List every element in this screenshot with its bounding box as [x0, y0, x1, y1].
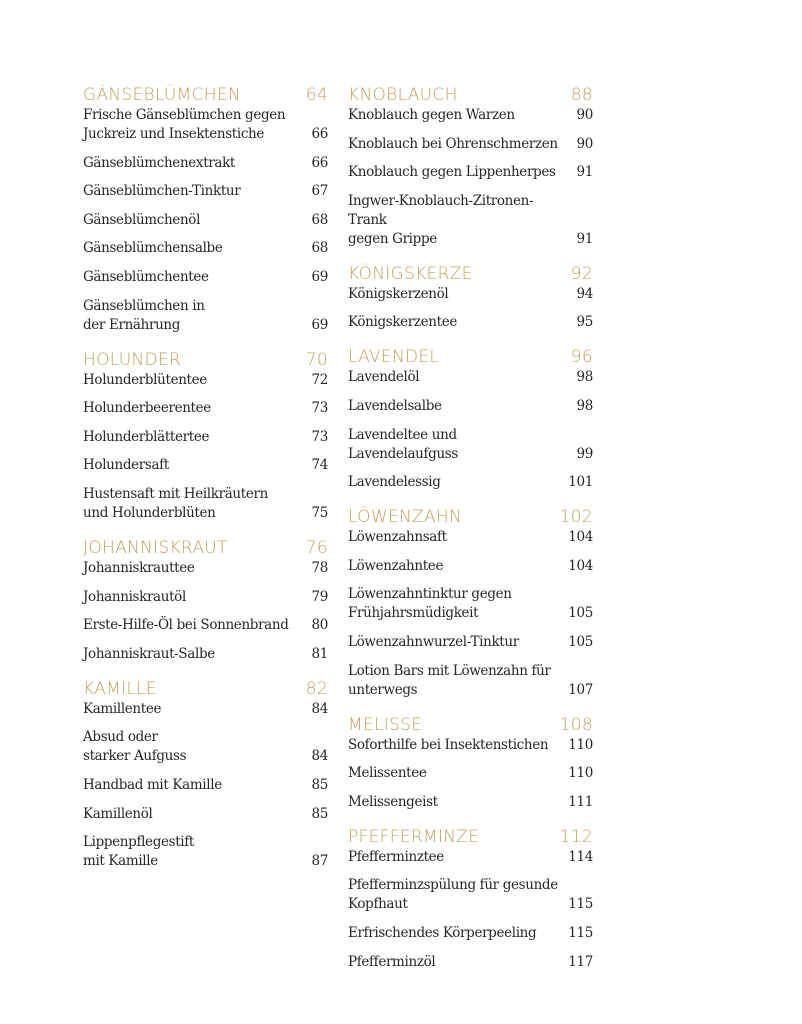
entry-title: Gänseblümchen in der Ernährung [83, 297, 205, 333]
entry-title: Lavendelöl [348, 369, 420, 386]
section-heading-title: LAVENDEL [348, 347, 440, 368]
section-heading-page: 70 [305, 349, 328, 370]
entry-title: Hustensaft mit Heilkräutern und Holunderblüten [83, 485, 268, 521]
section-heading-title: HOLUNDER [83, 349, 181, 370]
toc-section-kamille [83, 678, 328, 871]
entry-page-number: 101 [568, 474, 593, 491]
section-heading-page: 64 [305, 85, 328, 105]
entry-title: Kamillentee [83, 700, 162, 717]
entry-page-number: 69 [311, 316, 328, 333]
entry-title: Löwenzahntee [348, 557, 444, 574]
toc-column-left [83, 84, 328, 885]
toc-entry[interactable] [348, 736, 593, 755]
entry-page-number: 110 [568, 736, 593, 753]
toc-entry[interactable] [83, 182, 328, 201]
entry-title: Knoblauch gegen Warzen [348, 107, 515, 123]
entry-page-number: 85 [311, 776, 328, 793]
toc-entry[interactable] [348, 285, 593, 304]
toc-entry[interactable] [348, 633, 593, 652]
entry-page-number: 94 [576, 285, 593, 302]
section-heading-title: GÄNSEBLÜMCHEN [83, 85, 241, 105]
toc-entry[interactable] [83, 700, 328, 719]
entry-title: Lavendelsalbe [348, 397, 442, 414]
entry-title: Johanniskraut-Salbe [83, 645, 215, 662]
toc-entry[interactable] [83, 559, 328, 578]
toc-entry[interactable] [83, 268, 328, 287]
entry-title: Kamillenöl [83, 805, 153, 822]
toc-section-melisse [348, 714, 593, 812]
section-heading[interactable] [83, 84, 328, 106]
entry-page-number: 105 [568, 633, 593, 650]
section-heading[interactable] [83, 349, 328, 371]
entry-title: Holunderblütentee [83, 371, 207, 388]
entry-page-number: 66 [311, 126, 328, 142]
toc-entry[interactable] [348, 368, 593, 387]
entry-title: Löwenzahnsaft [348, 529, 447, 546]
entry-page-number: 104 [568, 557, 593, 574]
section-heading-page: 82 [305, 678, 328, 699]
entry-title: Lotion Bars mit Löwenzahn für unterwegs [348, 662, 551, 698]
entry-title: Gänseblümchensalbe [83, 240, 223, 257]
entry-title: Erste-Hilfe-Öl bei Sonnenbrand [83, 617, 289, 634]
toc-entry[interactable] [348, 313, 593, 332]
entry-page-number: 78 [311, 559, 328, 576]
entry-page-number: 85 [311, 805, 328, 822]
toc-entry[interactable] [348, 163, 593, 182]
toc-entry[interactable] [83, 297, 328, 335]
section-heading[interactable] [348, 506, 593, 528]
toc-entry[interactable] [83, 371, 328, 390]
toc-entry[interactable] [83, 833, 328, 871]
toc-section-loewenzahn [348, 506, 593, 699]
toc-section-johanniskraut [83, 537, 328, 664]
entry-page-number: 87 [311, 853, 328, 870]
entry-title: Johanniskrautöl [83, 588, 186, 605]
section-heading[interactable] [348, 826, 593, 848]
section-heading-title: MELISSE [348, 714, 423, 735]
entry-title: Knoblauch gegen Lippenherpes [348, 164, 556, 181]
entry-page-number: 104 [568, 529, 593, 546]
entry-page-number: 79 [311, 588, 328, 605]
entry-title: Gänseblümchenextrakt [83, 154, 235, 171]
section-heading[interactable] [83, 537, 328, 559]
entry-page-number: 95 [576, 314, 593, 331]
section-heading[interactable] [348, 346, 593, 368]
section-heading-page: 92 [570, 263, 593, 284]
section-heading[interactable] [348, 84, 593, 106]
entry-page-number: 69 [311, 268, 328, 285]
entry-title: Gänseblümchentee [83, 268, 209, 285]
toc-entry[interactable] [348, 662, 593, 700]
toc-entry[interactable] [83, 805, 328, 824]
entry-page-number: 66 [311, 154, 328, 171]
entry-page-number: 91 [576, 230, 593, 247]
entry-title: Gänseblümchenöl [83, 211, 201, 228]
section-heading-title: KAMILLE [83, 678, 157, 699]
toc-entry[interactable] [348, 848, 593, 867]
entry-title: Johanniskrauttee [83, 559, 195, 576]
entry-title: Holunderbeerentee [83, 400, 211, 417]
toc-entry[interactable] [348, 876, 593, 914]
toc-entry[interactable] [348, 585, 593, 623]
entry-title: Löwenzahntinktur gegen Frühjahrsmüdigkeit [348, 586, 512, 622]
toc-entry[interactable] [348, 192, 593, 249]
toc-entry[interactable] [83, 239, 328, 258]
entry-page-number: 98 [576, 369, 593, 386]
section-heading-page: 76 [305, 537, 328, 558]
entry-page-number: 73 [311, 400, 328, 417]
entry-title: Königskerzenöl [348, 285, 449, 302]
entry-page-number: 90 [576, 107, 593, 123]
section-heading-title: KÖNIGSKERZE [348, 263, 473, 284]
entry-page-number: 98 [576, 397, 593, 414]
toc-entry[interactable] [348, 426, 593, 464]
entry-title: Frische Gänseblümchen gegen Juckreiz und Insektenstiche [83, 107, 286, 142]
entry-title: Pfefferminzspülung für gesunde Kopfhaut [348, 877, 558, 913]
section-heading-title: PFEFFERMINZE [348, 826, 480, 847]
section-heading[interactable] [348, 263, 593, 285]
toc-entry[interactable] [83, 211, 328, 230]
section-heading-page: 102 [559, 507, 593, 528]
entry-page-number: 68 [311, 211, 328, 228]
entry-page-number: 80 [311, 617, 328, 634]
toc-entry[interactable] [348, 135, 593, 154]
entry-title: Königskerzentee [348, 314, 458, 331]
toc-entry[interactable] [83, 485, 328, 523]
entry-title: Lavendelessig [348, 474, 441, 491]
entry-title: Gänseblümchen-Tinktur [83, 183, 241, 200]
toc-entry[interactable] [348, 557, 593, 576]
entry-title: Erfrischendes Körperpeeling [348, 924, 537, 941]
entry-title: Löwenzahnwurzel-Tinktur [348, 633, 519, 650]
toc-section-gaensebluemchen [83, 84, 328, 335]
toc-entry[interactable] [348, 953, 593, 972]
entry-title: Ingwer-Knoblauch-Zitronen-Trank gegen Grippe [348, 192, 534, 247]
entry-page-number: 68 [311, 240, 328, 257]
entry-page-number: 105 [568, 605, 593, 622]
section-heading-page: 96 [570, 347, 593, 368]
entry-page-number: 84 [311, 700, 328, 717]
toc-entry[interactable] [83, 428, 328, 447]
entry-page-number: 74 [311, 457, 328, 474]
toc-entry[interactable] [348, 528, 593, 547]
entry-page-number: 99 [576, 445, 593, 462]
entry-page-number: 91 [576, 164, 593, 181]
entry-page-number: 81 [311, 645, 328, 662]
toc-entry[interactable] [348, 793, 593, 812]
entry-title: Melissengeist [348, 793, 438, 810]
entry-title: Lavendeltee und Lavendelaufguss [348, 426, 458, 462]
entry-title: Holunderblättertee [83, 428, 210, 445]
entry-page-number: 75 [311, 504, 328, 521]
section-heading[interactable] [348, 714, 593, 736]
entry-page-number: 110 [568, 765, 593, 782]
toc-entry[interactable] [348, 397, 593, 416]
entry-page-number: 114 [568, 848, 593, 865]
entry-page-number: 115 [568, 924, 593, 941]
entry-title: Lippenpflegestift mit Kamille [83, 834, 194, 870]
entry-page-number: 84 [311, 748, 328, 765]
toc-entry[interactable] [83, 616, 328, 635]
toc-entry[interactable] [83, 588, 328, 607]
toc-entry[interactable] [83, 728, 328, 766]
entry-page-number: 107 [568, 681, 593, 698]
entry-page-number: 72 [311, 371, 328, 388]
toc-entry[interactable] [83, 776, 328, 795]
toc-entry[interactable] [83, 456, 328, 475]
entry-title: Handbad mit Kamille [83, 776, 222, 793]
toc-entry[interactable] [83, 106, 328, 144]
toc-entry[interactable] [348, 764, 593, 783]
toc-section-lavendel [348, 346, 593, 492]
section-heading-title: LÖWENZAHN [348, 507, 462, 528]
section-heading[interactable] [83, 678, 328, 700]
section-heading-title: KNOBLAUCH [348, 85, 458, 105]
toc-section-pfefferminze [348, 826, 593, 972]
toc-section-koenigskerze [348, 263, 593, 333]
entry-title: Soforthilfe bei Insektenstichen [348, 736, 549, 753]
entry-title: Holundersaft [83, 457, 169, 474]
toc-entry[interactable] [348, 924, 593, 943]
section-heading-title: JOHANNISKRAUT [83, 537, 228, 558]
section-heading-page: 108 [559, 714, 593, 735]
entry-page-number: 117 [568, 953, 593, 970]
entry-title: Melissentee [348, 765, 427, 782]
toc-entry[interactable] [83, 645, 328, 664]
toc-section-holunder [83, 349, 328, 523]
toc-entry[interactable] [348, 473, 593, 492]
toc-entry[interactable] [83, 154, 328, 173]
toc-entry[interactable] [83, 399, 328, 418]
entry-title: Knoblauch bei Ohrenschmerzen [348, 135, 558, 152]
entry-page-number: 67 [311, 183, 328, 200]
section-heading-page: 88 [570, 85, 593, 105]
section-heading-page: 112 [559, 826, 593, 847]
toc-column-right [348, 84, 593, 986]
entry-page-number: 73 [311, 428, 328, 445]
entry-page-number: 115 [568, 896, 593, 913]
entry-page-number: 90 [576, 135, 593, 152]
toc-section-knoblauch [348, 84, 593, 249]
entry-title: Absud oder starker Aufguss [83, 729, 187, 765]
entry-title: Pfefferminzöl [348, 953, 436, 970]
toc-entry[interactable] [348, 106, 593, 125]
entry-title: Pfefferminztee [348, 848, 444, 865]
entry-page-number: 111 [568, 793, 593, 810]
